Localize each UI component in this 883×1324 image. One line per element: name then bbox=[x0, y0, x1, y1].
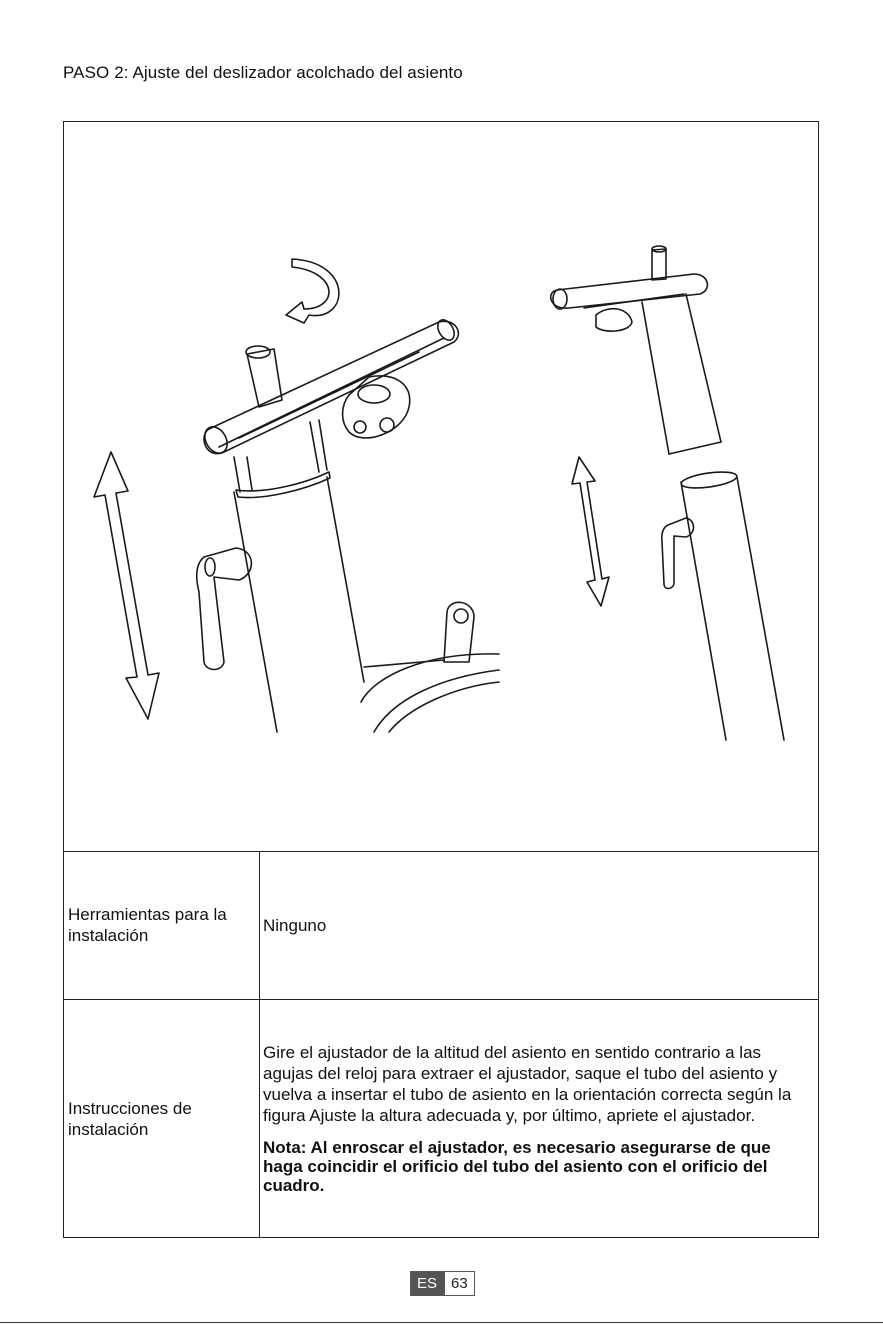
instructions-value-cell bbox=[260, 1000, 818, 1237]
page-number-value: 63 bbox=[444, 1271, 475, 1296]
page-title: PASO 2: Ajuste del deslizador acolchado del asiento bbox=[63, 63, 463, 82]
tools-value: Ninguno bbox=[263, 915, 327, 935]
page-number bbox=[410, 1271, 475, 1296]
double-arrow-icon-2 bbox=[572, 457, 609, 606]
instruction-frame bbox=[63, 121, 819, 1238]
seat-post-left bbox=[197, 317, 499, 732]
tools-value-cell bbox=[260, 851, 818, 999]
instructions-row bbox=[64, 1000, 818, 1237]
bottom-divider bbox=[0, 1322, 883, 1323]
instructions-label: Instrucciones de instalación bbox=[64, 1000, 260, 1237]
tools-label: Herramientas para la instalación bbox=[64, 851, 260, 999]
seat-post-right bbox=[551, 246, 784, 740]
rotate-counterclockwise-icon bbox=[286, 259, 339, 323]
seat-adjustment-illustration bbox=[64, 122, 818, 852]
note-text: Nota: Al enroscar el ajustador, es necesario asegurarse de que haga coincidir el orificio del tubo del asiento con el orificio del cuadro. bbox=[263, 1138, 771, 1195]
double-arrow-icon bbox=[94, 452, 159, 719]
tools-row bbox=[64, 851, 818, 1000]
instructions-text: Gire el ajustador de la altitud del asiento en sentido contrario a las agujas del reloj para extraer el ajustador, saque el tubo del asiento y vuelva a insertar el tubo de asiento en la orientación correcta según la figura Ajuste la altura adecuada y, por último, apriete el ajustador. bbox=[263, 1043, 792, 1125]
language-badge: ES bbox=[410, 1271, 444, 1296]
